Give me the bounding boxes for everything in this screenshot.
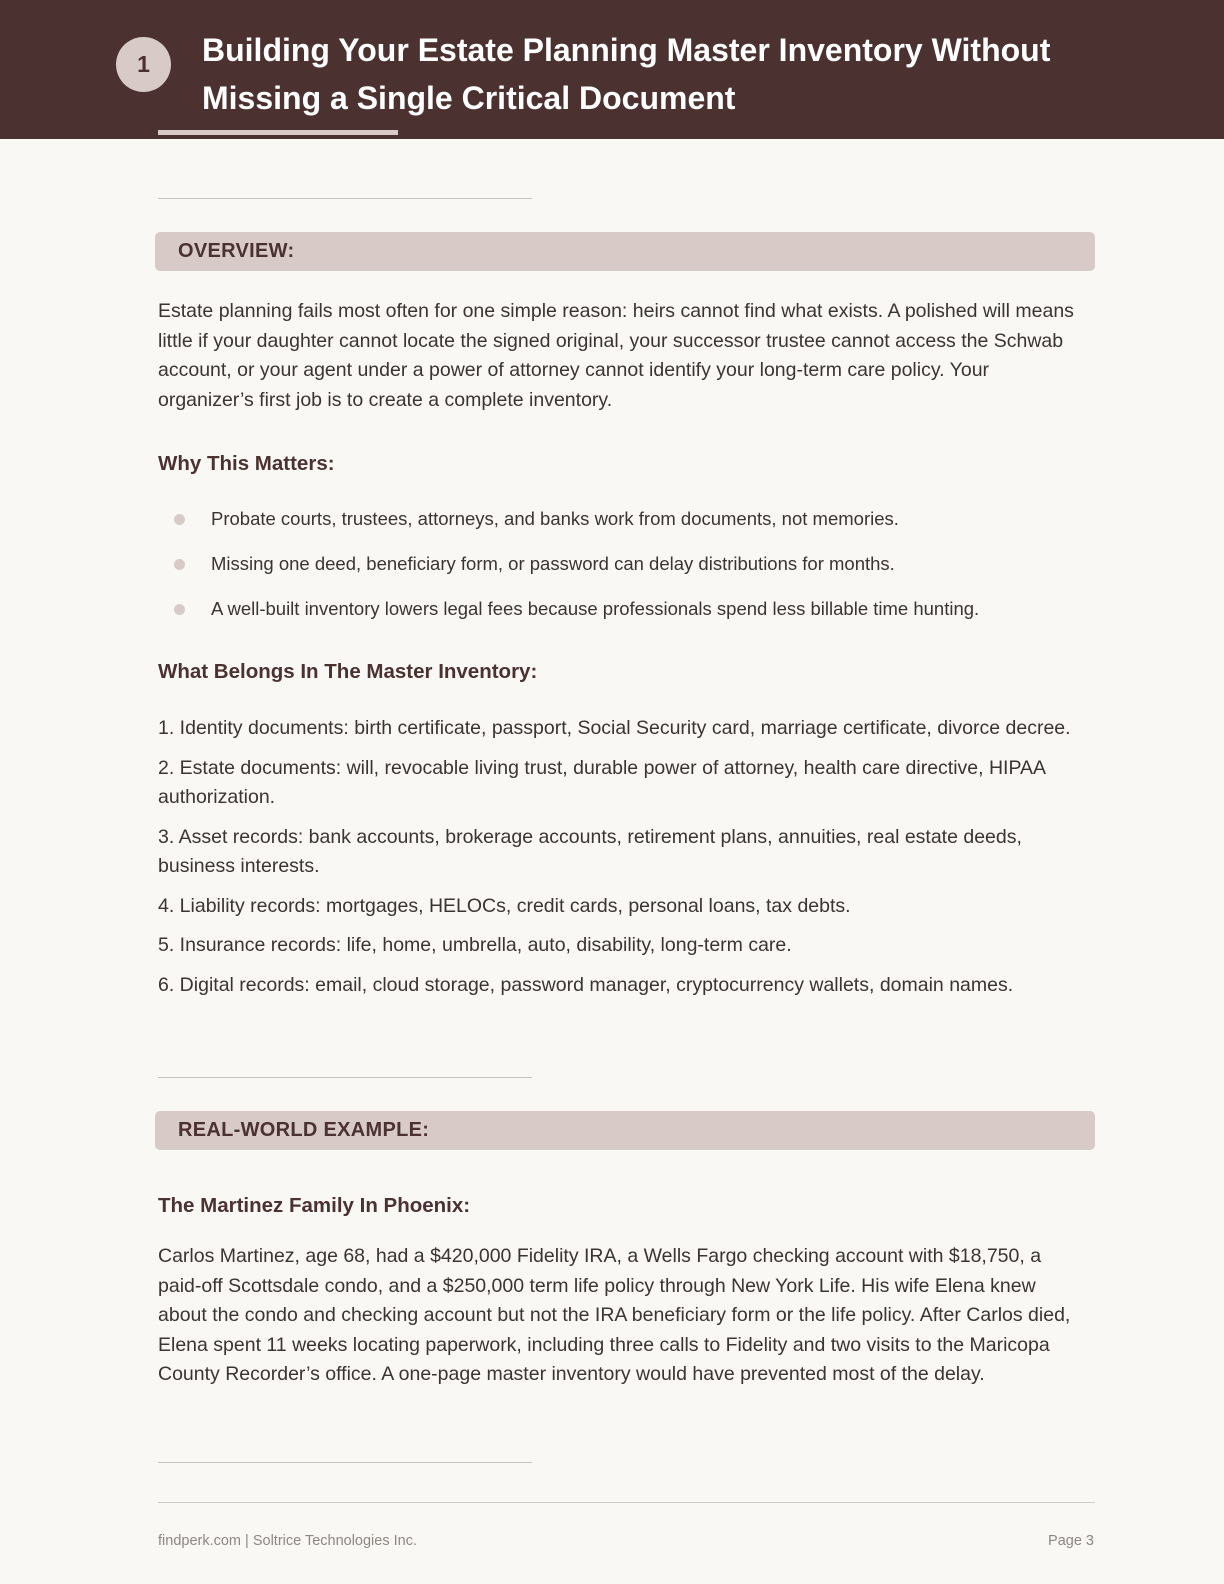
overview-heading: OVERVIEW: [155, 232, 1095, 271]
chapter-number-badge: 1 [116, 37, 171, 92]
list-item [158, 594, 1088, 639]
list-item-text: Missing one deed, beneficiary form, or password can delay distributions for months. [211, 553, 895, 574]
list-item: 5. Insurance records: life, home, umbrella, auto, disability, long-term care. [158, 934, 792, 956]
section-divider [158, 1077, 532, 1078]
inventory-heading: What Belongs In The Master Inventory: [158, 660, 538, 683]
list-item [158, 504, 1088, 549]
why-matters-heading: Why This Matters: [158, 452, 335, 475]
list-item: 6. Digital records: email, cloud storage, password manager, cryptocurrency wallets, domain names. [158, 973, 1014, 996]
page-number: Page 3 [1048, 1533, 1094, 1549]
list-item: 3. Asset records: bank accounts, brokerage accounts, retirement plans, annuities, real estate deeds, business interests. [158, 825, 1022, 877]
list-item-text: A well-built inventory lowers legal fees because professionals spend less billable time hunting. [211, 598, 980, 619]
overview-intro: Estate planning fails most often for one simple reason: heirs cannot find what exists. A polished will means little if your daughter cannot locate the signed original, your successor trustee cannot access the Schwab account, or your agent under a power of attorney cannot identify your long-term care policy. Your organizer’s first job is to create a complete inventory. [158, 300, 1074, 411]
title-underline [158, 130, 398, 135]
list-item: 2. Estate documents: will, revocable living trust, durable power of attorney, health care directive, HIPAA authorization. [158, 756, 1045, 808]
section-divider [158, 1462, 532, 1463]
example-subheading: The Martinez Family In Phoenix: [158, 1194, 471, 1217]
example-heading: REAL-WORLD EXAMPLE: [155, 1111, 1095, 1150]
example-body: Carlos Martinez, age 68, had a $420,000 Fidelity IRA, a Wells Fargo checking account with $18,750, a paid-off Scottsdale condo, and a $250,000 term life policy through New York Life. His wife Elena knew about the condo and checking account but not the IRA beneficiary form or the life policy. After Carlos died, Elena spent 11 weeks locating paperwork, including three calls to Fidelity and two visits to the Maricopa County Recorder’s office. A one-page master inventory would have prevented most of the delay. [158, 1245, 1071, 1385]
section-divider [158, 198, 532, 199]
footer-rule [158, 1502, 1095, 1503]
chapter-title: Building Your Estate Planning Master Inventory Without Missing a Single Critical Document [202, 32, 1051, 116]
inventory-list [158, 714, 1088, 1010]
bullet-dot-icon [174, 559, 185, 570]
bullet-dot-icon [174, 604, 185, 615]
why-matters-list [158, 504, 1088, 639]
list-item-text: Probate courts, trustees, attorneys, and banks work from documents, not memories. [211, 508, 899, 529]
list-item: 4. Liability records: mortgages, HELOCs, credit cards, personal loans, tax debts. [158, 894, 851, 917]
chapter-header [0, 0, 1224, 139]
bullet-dot-icon [174, 514, 185, 525]
list-item: 1. Identity documents: birth certificate, passport, Social Security card, marriage certificate, divorce decree. [158, 717, 1071, 739]
footer-source: findperk.com | Soltrice Technologies Inc. [158, 1533, 417, 1549]
list-item [158, 549, 1088, 594]
